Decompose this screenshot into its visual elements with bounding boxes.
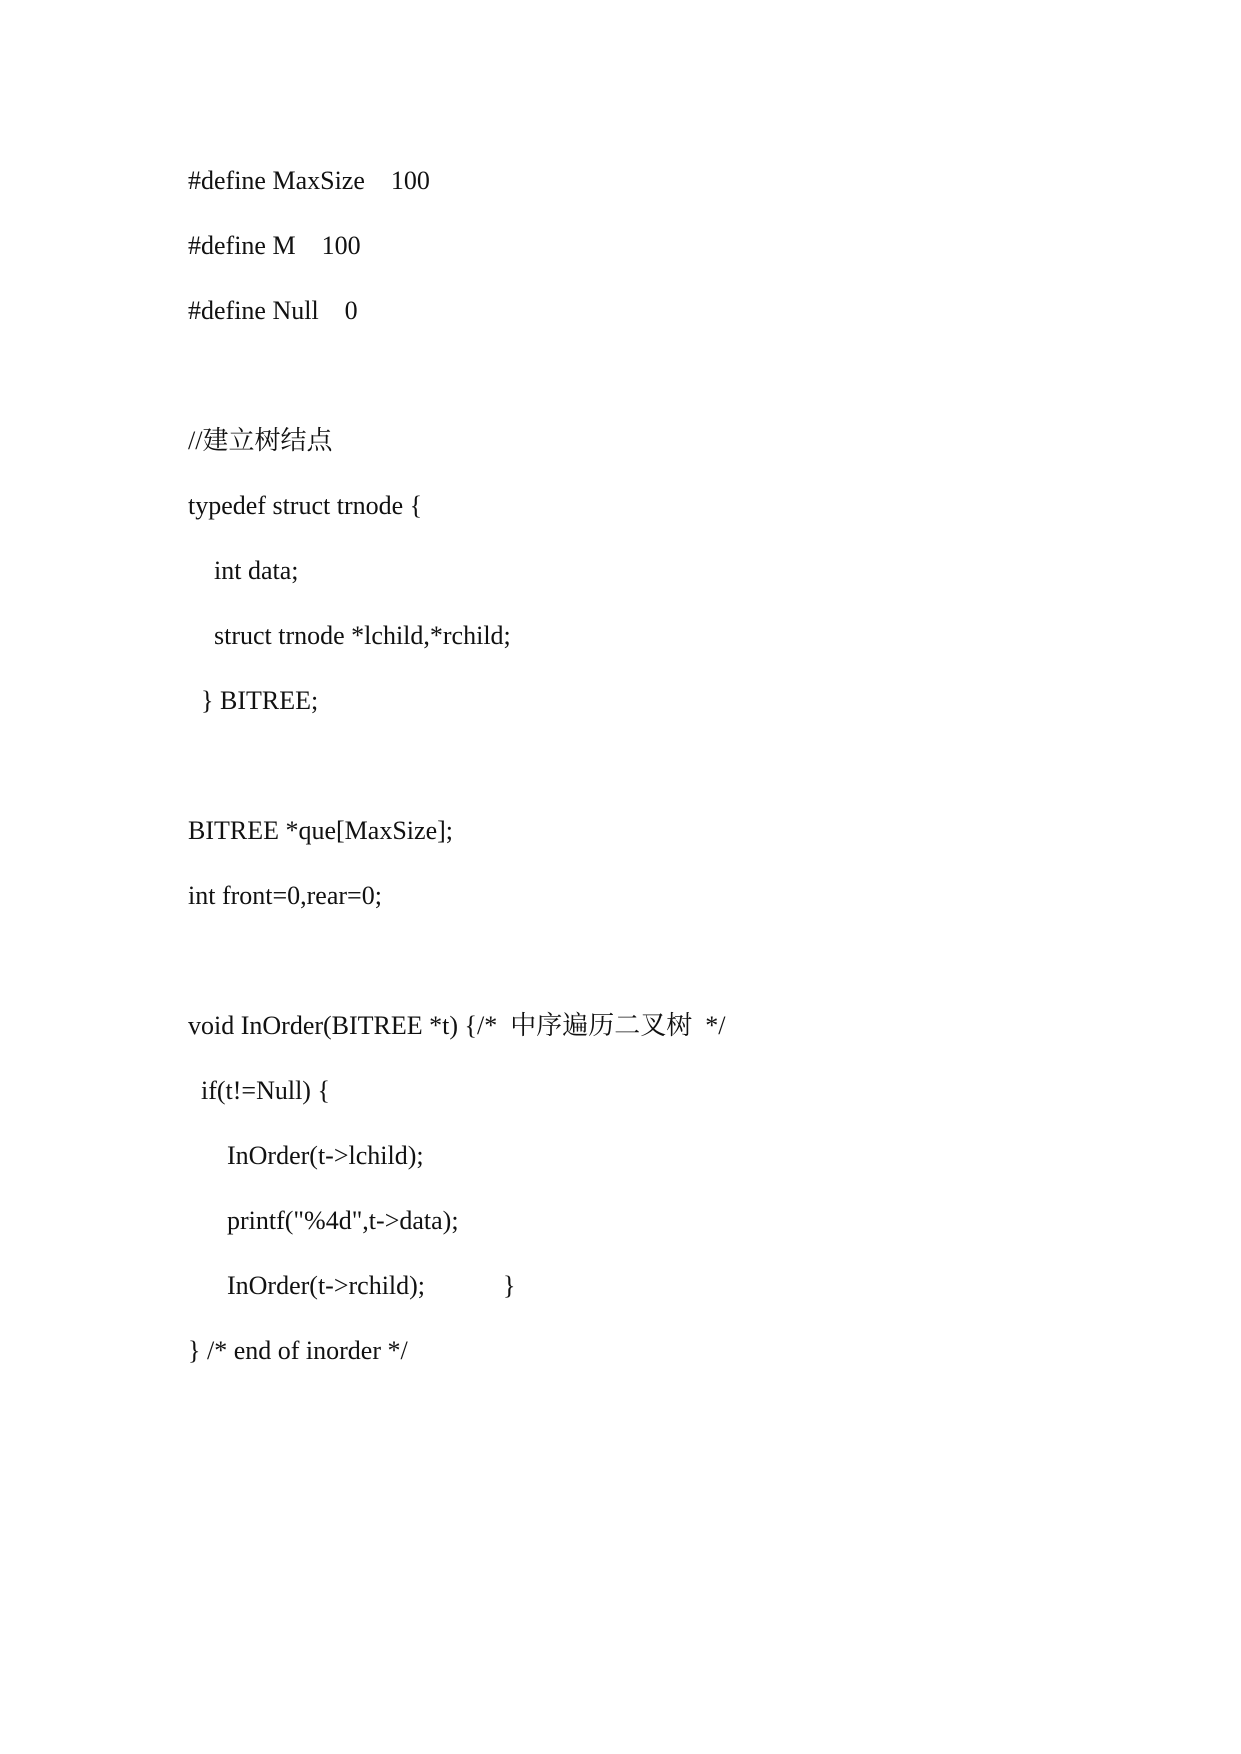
- function-end-line: } /* end of inorder */: [188, 1336, 408, 1365]
- front-rear-line: int front=0,rear=0;: [188, 881, 382, 910]
- define-maxsize-line: #define MaxSize 100: [188, 166, 430, 195]
- inorder-left-call-line: InOrder(t->lchild);: [188, 1141, 424, 1170]
- typedef-line: typedef struct trnode {: [188, 491, 423, 520]
- define-m-line: #define M 100: [188, 231, 361, 260]
- struct-field-data-line: int data;: [188, 556, 299, 585]
- if-line: if(t!=Null) {: [188, 1076, 330, 1105]
- struct-end-line: } BITREE;: [188, 686, 319, 715]
- comment-line: //建立树结点: [188, 426, 333, 455]
- struct-field-children-line: struct trnode *lchild,*rchild;: [188, 621, 511, 650]
- define-null-line: #define Null 0: [188, 296, 358, 325]
- queue-declaration-line: BITREE *que[MaxSize];: [188, 816, 453, 845]
- inorder-signature-line: void InOrder(BITREE *t) {/* 中序遍历二叉树 */: [188, 1011, 726, 1040]
- inorder-right-call-line: InOrder(t->rchild); }: [188, 1271, 516, 1300]
- printf-line: printf("%4d",t->data);: [188, 1206, 459, 1235]
